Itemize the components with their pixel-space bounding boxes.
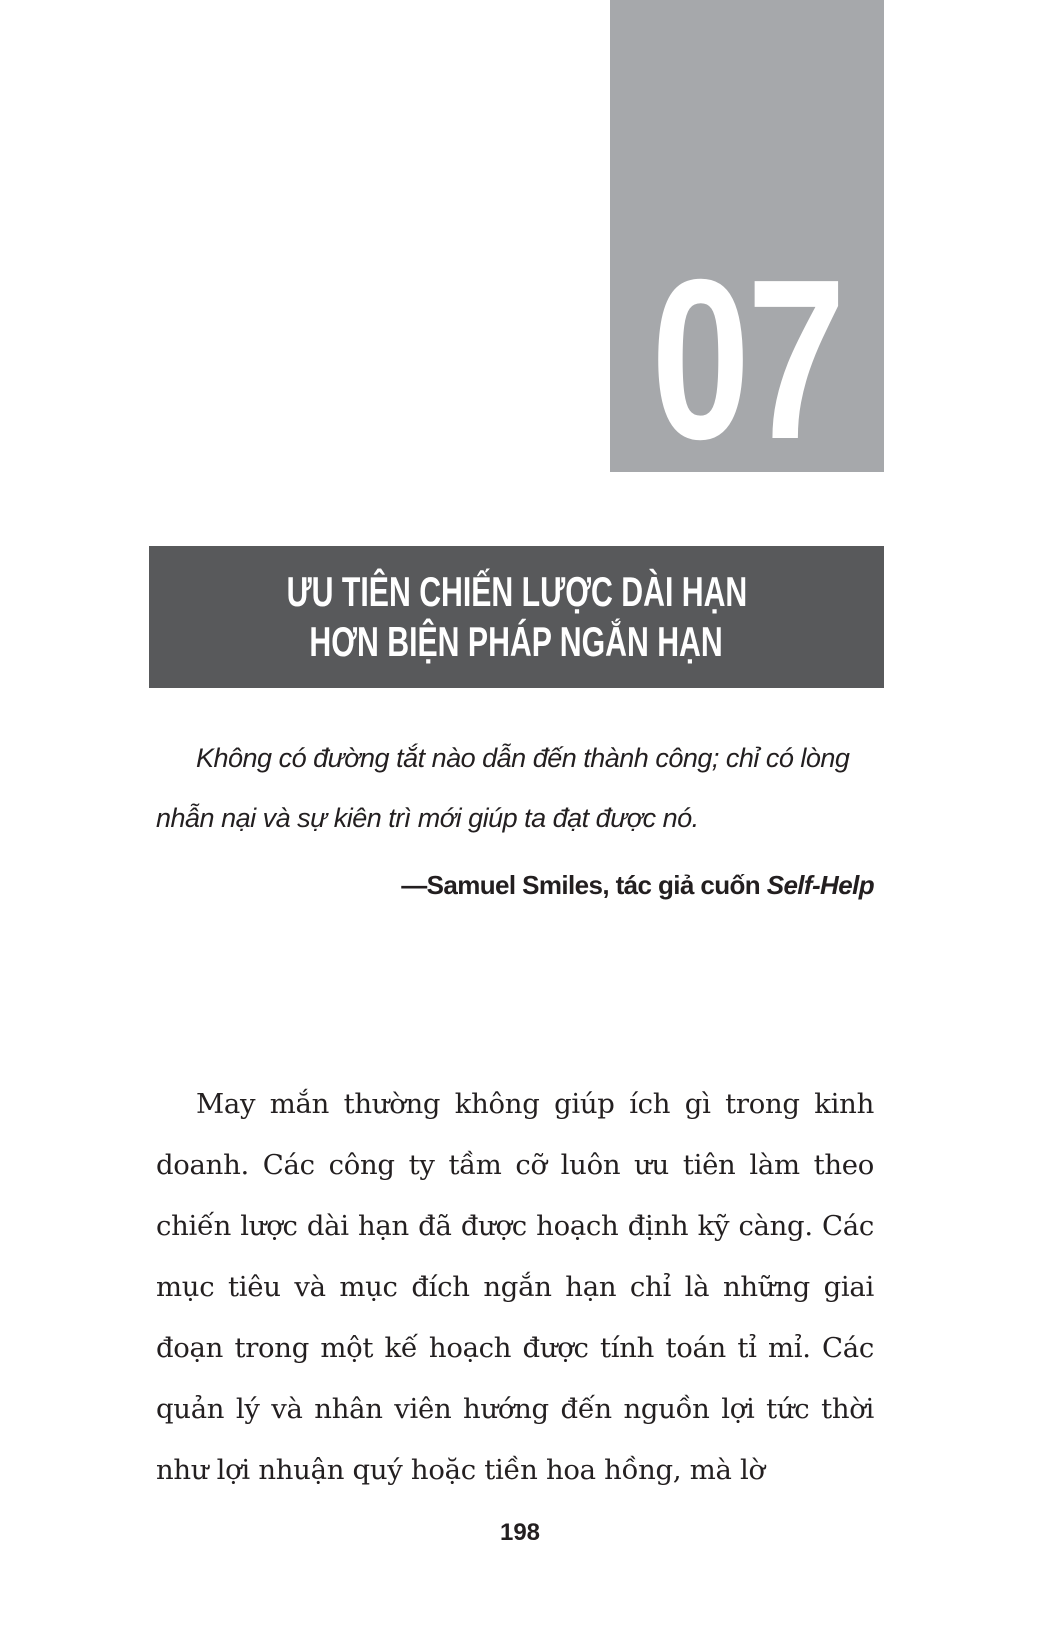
chapter-title-line-2: HƠN BIỆN PHÁP NGẮN HẠN (309, 618, 724, 665)
epigraph-attribution (401, 870, 874, 901)
body-paragraph: May mắn thường không giúp ích gì trong kinh doanh. Các công ty tầm cỡ luôn ưu tiên làm theo chiến lược dài hạn đã được hoạch định kỹ càng. Các mục tiêu và mục đích ngắn hạn chỉ là những giai đoạn trong một kế hoạch được tính toán tỉ mỉ. Các quản lý và nhân viên hướng đến nguồn lợi tức thời như lợi nhuận quý hoặc tiền hoa hồng, mà lờ (156, 1088, 874, 1486)
chapter-number-box (610, 0, 884, 487)
chapter-title-line-1: ƯU TIÊN CHIẾN LƯỢC DÀI HẠN (286, 568, 747, 615)
epigraph-quote: Không có đường tắt nào dẫn đến thành công; chỉ có lòng nhẫn nại và sự kiên trì mới giúp ta đạt được nó. (156, 743, 850, 833)
attribution-author: —Samuel Smiles, tác giả cuốn (401, 870, 767, 900)
attribution-book-title: Self-Help (766, 870, 874, 900)
page-number: 198 (499, 1519, 541, 1546)
chapter-title-bar (149, 546, 884, 688)
chapter-number: 07 (651, 233, 843, 487)
